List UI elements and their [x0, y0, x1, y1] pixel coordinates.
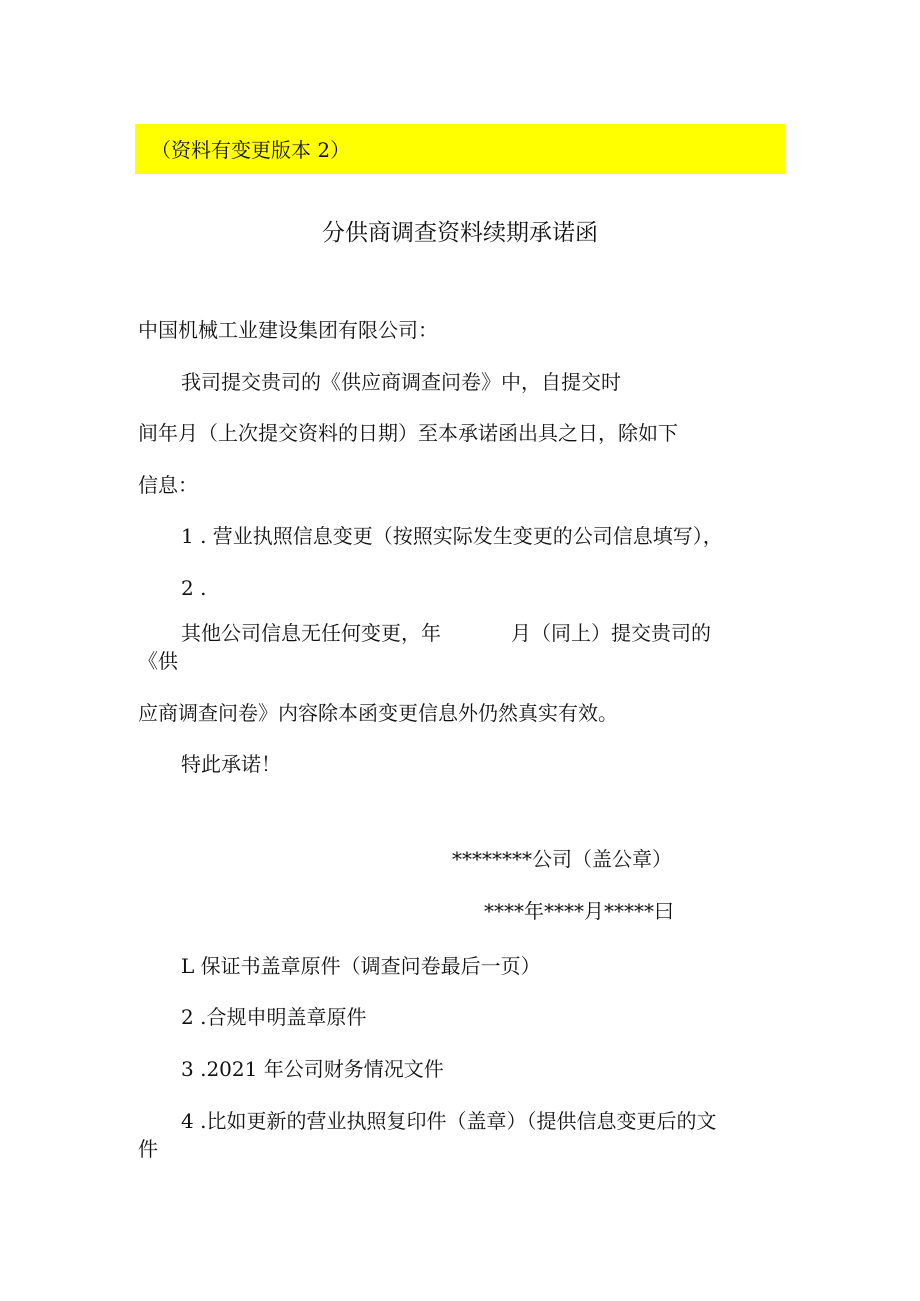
other-info-part-1: 其他公司信息无任何变更，年: [181, 621, 441, 645]
change-item-1: 1 . 营业执照信息变更（按照实际发生变更的公司信息填写），: [181, 524, 723, 548]
attachment-item: L 保证书盖章原件（调查问卷最后一页）: [181, 954, 541, 978]
intro-line-2: 间年月（上次提交资料的日期）至本承诺函出具之日，除如下: [138, 421, 678, 445]
attachment-item: 2 .合规申明盖章原件: [181, 1005, 367, 1029]
change-item-2: 2 .: [181, 576, 207, 600]
version-highlight-banner: [135, 124, 785, 174]
other-info-line-3: 应商调查问卷》内容除本函变更信息外仍然真实有效。: [138, 701, 618, 725]
addressee: 中国机械工业建设集团有限公司：: [138, 318, 438, 342]
attachment-item: 3 .2021 年公司财务情况文件: [181, 1057, 444, 1081]
signature-date: ****年****月*****曰: [484, 899, 674, 923]
signature-company: ********公司（盖公章）: [452, 847, 672, 871]
attachment-item: 4 .比如更新的营业执照复印件（盖章）（提供信息变更后的文: [181, 1109, 717, 1133]
other-info-line-1: [181, 620, 711, 646]
other-info-part-2: 月（同上）提交贵司的: [511, 621, 711, 645]
attachment-item-continuation: 件: [138, 1137, 158, 1161]
document-title: 分供商调查资料续期承诺函: [322, 220, 598, 246]
intro-line-1: 我司提交贵司的《供应商调查问卷》中，自提交时: [181, 370, 621, 394]
closing-statement: 特此承诺！: [181, 752, 281, 776]
other-info-line-2: 《供: [138, 649, 178, 673]
version-label: （资料有变更版本 2）: [151, 138, 351, 162]
intro-line-3: 信息：: [138, 473, 198, 497]
